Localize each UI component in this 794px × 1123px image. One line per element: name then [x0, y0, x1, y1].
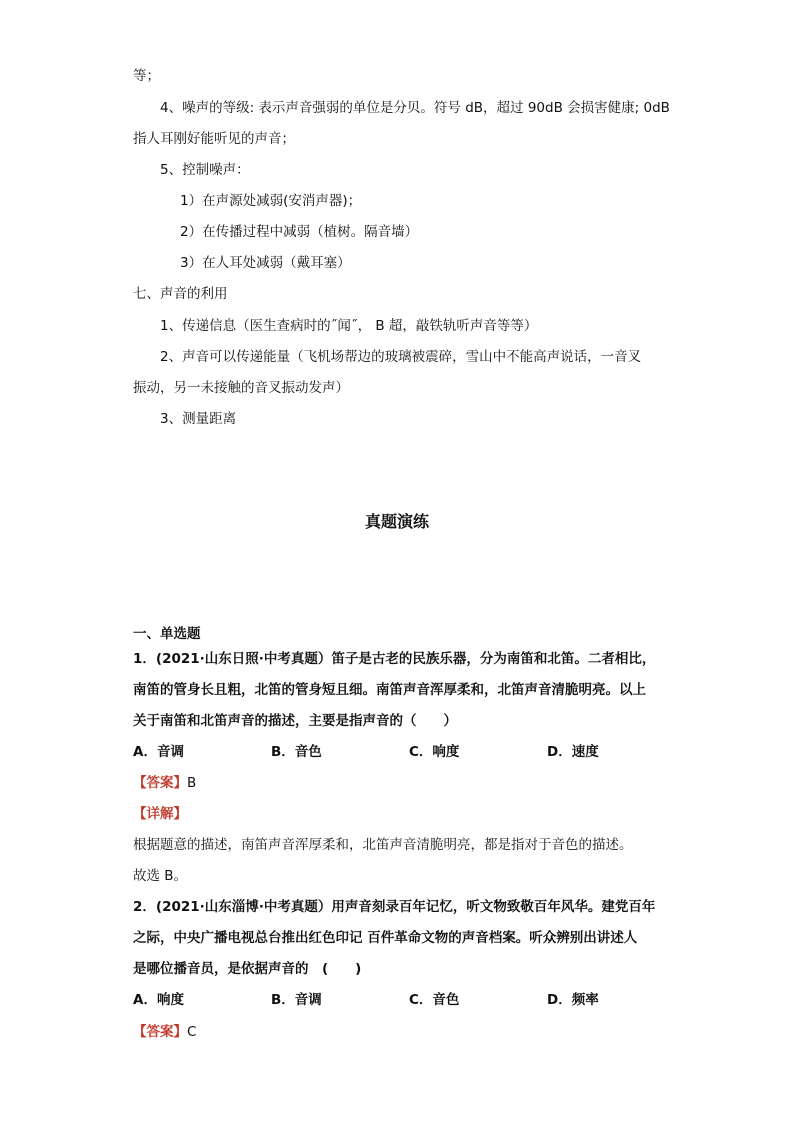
- option-a: A．音调: [133, 744, 184, 760]
- section-heading: 一、单选题: [133, 626, 201, 642]
- question-text: 2．(2021·山东淄博·中考真题）用声音刻录百年记忆，听文物致敬百年风华。建党百年: [133, 899, 656, 915]
- answer-value: C: [187, 1024, 197, 1040]
- section-heading: 七、声音的利用: [133, 286, 228, 302]
- option-a: A．响度: [133, 992, 184, 1008]
- text-line: 4、噪声的等级: 表示声音强弱的单位是分贝。符号 dB，超过 90dB 会损害健康; 0dB: [160, 100, 670, 116]
- question-text: 关于南笛和北笛声音的描述，主要是指声音的（ ）: [133, 713, 457, 729]
- options-row: [133, 990, 685, 1010]
- detail-text: 根据题意的描述，南笛声音浑厚柔和，北笛声音清脆明亮，都是指对于音色的描述。: [133, 837, 633, 853]
- answer-label: 【答案】: [133, 1024, 187, 1040]
- detail-label: 【详解】: [133, 806, 187, 822]
- practice-title: 真题演练: [364, 512, 429, 531]
- text-line: 等；: [133, 68, 160, 84]
- text-line: 2）在传播过程中减弱（植树。隔音墙）: [180, 224, 419, 240]
- text-line: 5、控制噪声：: [160, 162, 250, 178]
- text-line: 3、测量距离: [160, 411, 237, 427]
- question-text: 1．(2021·山东日照·中考真题）笛子是古老的民族乐器，分为南笛和北笛。二者相比，: [133, 651, 656, 667]
- text-line: 2、声音可以传递能量（飞机场帮边的玻璃被震碎，雪山中不能高声说话，一音叉: [160, 349, 642, 365]
- answer-line: [133, 773, 196, 793]
- question-text: 之际，中央广播电视总台推出红色印记 百件革命文物的声音档案。听众辨别出讲述人: [133, 930, 638, 946]
- answer-line: [133, 1022, 196, 1042]
- conclusion-text: 故选 B。: [133, 868, 188, 884]
- question-text: 是哪位播音员，是依据声音的 ( ): [133, 961, 362, 977]
- answer-label: 【答案】: [133, 775, 187, 791]
- option-c: C．音色: [409, 992, 460, 1008]
- text-line: 1）在声源处减弱(安消声器)；: [180, 193, 362, 209]
- option-c: C．响度: [409, 744, 460, 760]
- options-row: [133, 742, 685, 762]
- option-b: B．音色: [271, 744, 322, 760]
- option-b: B．音调: [271, 992, 322, 1008]
- text-line: 振动，另一未接触的音叉振动发声）: [133, 380, 349, 396]
- text-line: 1、传递信息（医生查病时的˝闻˝， B 超，敲铁轨听声音等等）: [160, 318, 538, 334]
- text-line: 3）在人耳处减弱（戴耳塞）: [180, 255, 351, 271]
- option-d: D．频率: [547, 992, 599, 1008]
- question-text: 南笛的管身长且粗，北笛的管身短且细。南笛声音浑厚柔和，北笛声音清脆明亮。以上: [133, 682, 646, 698]
- option-d: D．速度: [547, 744, 599, 760]
- answer-value: B: [187, 775, 197, 791]
- text-line: 指人耳刚好能听见的声音；: [133, 131, 295, 147]
